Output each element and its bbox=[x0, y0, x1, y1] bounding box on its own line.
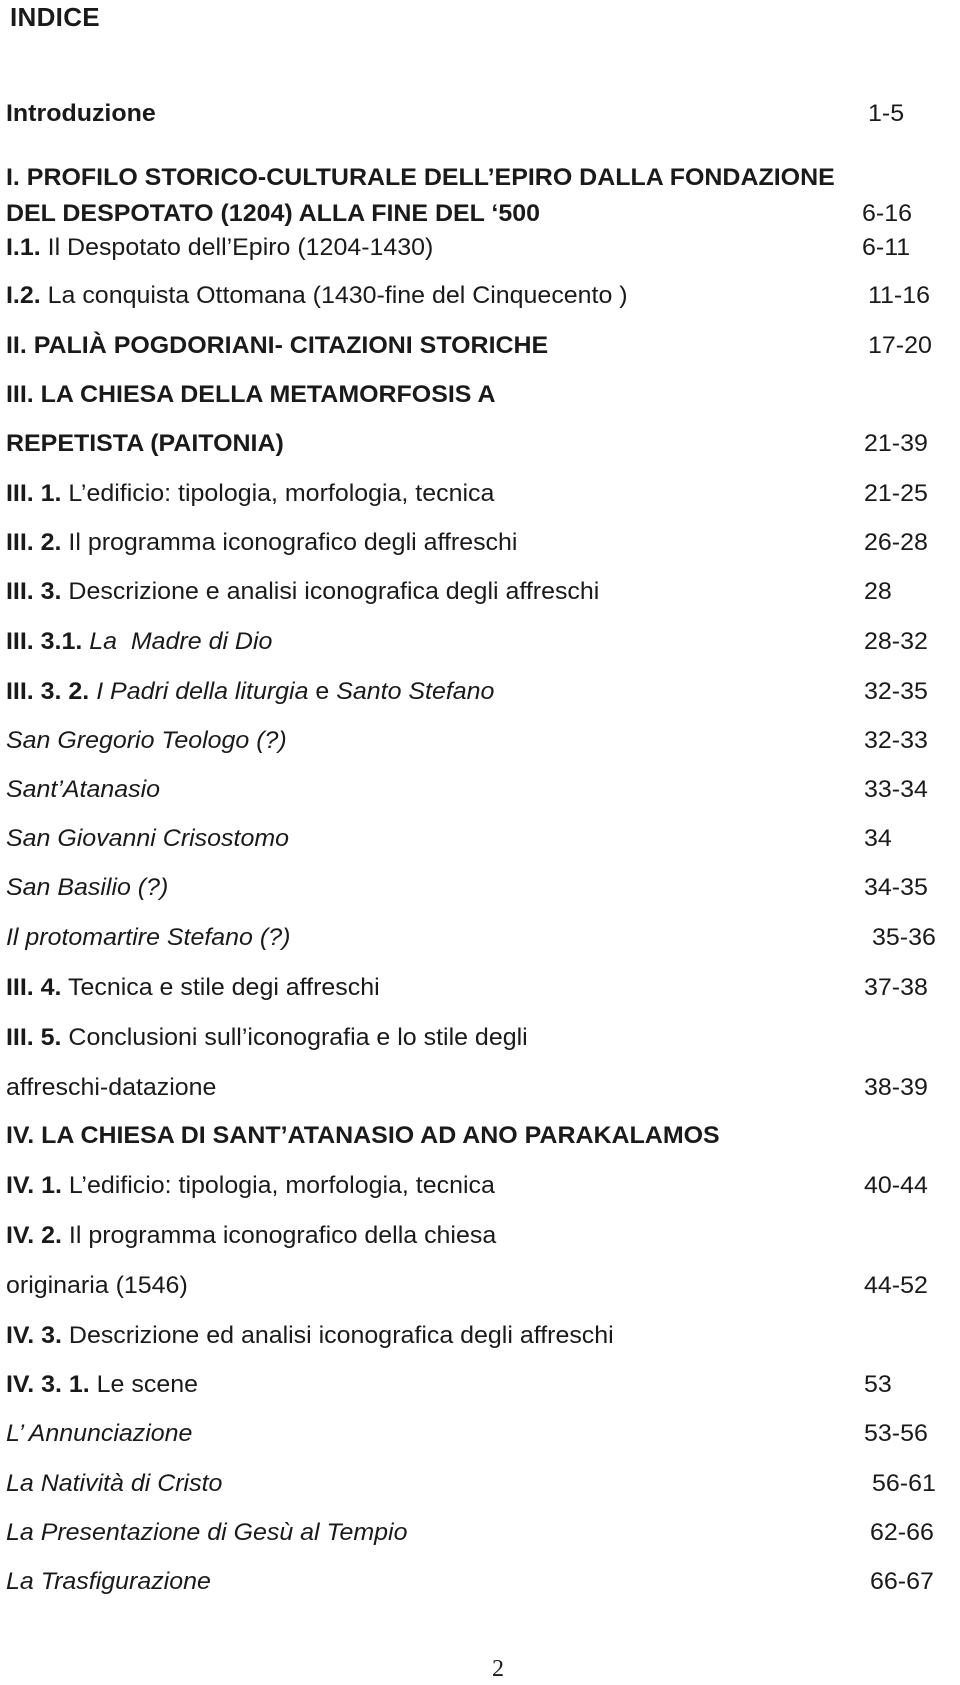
toc-entry bbox=[6, 972, 380, 1004]
toc-entry-pages: 34 bbox=[864, 825, 892, 852]
toc-entry-text: Sant’Atanasio bbox=[6, 776, 161, 803]
toc-entry-text: Il programma iconografico degli affreschi bbox=[68, 529, 518, 556]
page-number: 2 bbox=[492, 1656, 504, 1682]
toc-entry-text: L’ Annunciazione bbox=[6, 1420, 193, 1447]
toc-entry-pages: 37-38 bbox=[864, 974, 928, 1001]
toc-entry-number: IV. 3. 1. bbox=[6, 1371, 90, 1398]
toc-entry-text: San Gregorio Teologo (?) bbox=[6, 727, 287, 754]
toc-entry-pages: 35-36 bbox=[872, 924, 936, 951]
toc-entry bbox=[6, 1517, 407, 1549]
toc-entry bbox=[6, 725, 287, 757]
toc-entry bbox=[6, 1369, 198, 1401]
toc-entry-text: I. PROFILO STORICO-CULTURALE DELL’EPIRO DALLA FONDAZIONE bbox=[6, 164, 835, 191]
toc-entry-pages: 62-66 bbox=[870, 1519, 934, 1546]
toc-entry-pages: 32-33 bbox=[864, 727, 928, 754]
toc-entry-text: La conquista Ottomana (1430-fine del Cinquecento ) bbox=[47, 282, 628, 309]
toc-entry-text: La Trasfigurazione bbox=[6, 1568, 211, 1595]
toc-entry-pages: 28 bbox=[864, 578, 892, 605]
toc-entry bbox=[6, 576, 599, 608]
toc-chapter-heading bbox=[6, 379, 495, 411]
toc-chapter-heading bbox=[6, 330, 548, 362]
toc-entry bbox=[6, 1072, 216, 1104]
toc-entry-text: REPETISTA (PAITONIA) bbox=[6, 430, 284, 457]
toc-entry-text: Conclusioni sull’iconografia e lo stile degli bbox=[68, 1024, 528, 1051]
toc-entry-text: La Madre di Dio bbox=[89, 628, 273, 655]
toc-entry-pages: 28-32 bbox=[864, 628, 928, 655]
toc-entry-pages: 6-11 bbox=[862, 234, 911, 261]
toc-entry-number: III. 3. bbox=[6, 578, 62, 605]
toc-entry bbox=[6, 823, 289, 855]
toc-entry-text: Il Despotato dell’Epiro (1204-1430) bbox=[47, 234, 434, 261]
toc-entry-number: III. 2. bbox=[6, 529, 62, 556]
toc-entry bbox=[6, 1418, 192, 1450]
toc-entry-pages: 53 bbox=[864, 1371, 892, 1398]
toc-entry-pages: 17-20 bbox=[868, 332, 932, 359]
toc-entry bbox=[6, 527, 517, 559]
toc-entry-text: DEL DESPOTATO (1204) ALLA FINE DEL ‘500 bbox=[6, 200, 540, 227]
toc-entry-text: La Natività di Cristo bbox=[6, 1470, 223, 1497]
toc-entry-text: III. LA CHIESA DELLA METAMORFOSIS A bbox=[6, 381, 496, 408]
toc-entry-number: I.2. bbox=[6, 282, 41, 309]
toc-entry-text: Le scene bbox=[96, 1371, 198, 1398]
toc-entry bbox=[6, 1320, 614, 1352]
toc-entry-pages: 44-52 bbox=[864, 1272, 928, 1299]
toc-entry-pages: 1-5 bbox=[868, 100, 905, 127]
toc-chapter-heading bbox=[6, 198, 540, 230]
toc-entry bbox=[6, 1170, 495, 1202]
toc-entry bbox=[6, 922, 290, 954]
toc-entry-number: III. 4. bbox=[6, 974, 62, 1001]
toc-entry-pages: 6-16 bbox=[862, 200, 912, 227]
toc-entry-pages: 26-28 bbox=[864, 529, 928, 556]
toc-entry-text: San Basilio (?) bbox=[6, 874, 169, 901]
toc-entry bbox=[6, 1220, 496, 1252]
toc-entry bbox=[6, 232, 433, 264]
toc-entry bbox=[6, 1022, 528, 1054]
toc-entry-text: L’edificio: tipologia, morfologia, tecnica bbox=[68, 1172, 495, 1199]
toc-entry-number: III. 5. bbox=[6, 1024, 62, 1051]
toc-entry-number: III. 3. 2. bbox=[6, 678, 90, 705]
toc-entry bbox=[6, 774, 160, 806]
toc-entry bbox=[6, 280, 628, 312]
toc-entry-conjunction: e bbox=[315, 678, 330, 705]
toc-entry-text: Il programma iconografico della chiesa bbox=[68, 1222, 497, 1249]
toc-entry-text: Il protomartire Stefano (?) bbox=[6, 924, 291, 951]
toc-entry-pages: 40-44 bbox=[864, 1172, 928, 1199]
toc-entry-text-tail: Santo Stefano bbox=[336, 678, 495, 705]
toc-entry-pages: 66-67 bbox=[870, 1568, 934, 1595]
toc-entry-text: I Padri della liturgia bbox=[96, 678, 309, 705]
toc-chapter-heading bbox=[6, 162, 835, 194]
toc-entry-pages: 21-39 bbox=[864, 430, 928, 457]
toc-entry-text: originaria (1546) bbox=[6, 1272, 188, 1299]
toc-entry-text: Introduzione bbox=[6, 100, 156, 127]
toc-entry-pages: 53-56 bbox=[864, 1420, 928, 1447]
toc-entry-text: affreschi-datazione bbox=[6, 1074, 217, 1101]
toc-entry-text: San Giovanni Crisostomo bbox=[6, 825, 290, 852]
toc-entry-text: Descrizione ed analisi iconografica degli affreschi bbox=[68, 1322, 614, 1349]
toc-entry bbox=[6, 1270, 188, 1302]
toc-chapter-heading bbox=[6, 428, 284, 460]
toc-chapter-heading bbox=[6, 1120, 720, 1152]
toc-entry-number: III. 1. bbox=[6, 480, 62, 507]
toc-entry-text: L’edificio: tipologia, morfologia, tecnica bbox=[68, 480, 495, 507]
toc-entry-pages: 38-39 bbox=[864, 1074, 928, 1101]
toc-entry-pages: 33-34 bbox=[864, 776, 928, 803]
toc-entry-pages: 32-35 bbox=[864, 678, 928, 705]
toc-entry bbox=[6, 478, 494, 510]
toc-entry-pages: 11-16 bbox=[868, 282, 930, 309]
toc-entry-pages: 56-61 bbox=[872, 1470, 936, 1497]
toc-entry bbox=[6, 626, 272, 658]
toc-entry-number: IV. 1. bbox=[6, 1172, 62, 1199]
toc-entry-number: IV. 2. bbox=[6, 1222, 62, 1249]
toc-entry-text: Tecnica e stile degi affreschi bbox=[67, 974, 380, 1001]
toc-entry-pages: 21-25 bbox=[864, 480, 928, 507]
toc-entry bbox=[6, 676, 494, 708]
toc-entry bbox=[6, 872, 168, 904]
toc-entry-text: Descrizione e analisi iconografica degli affreschi bbox=[68, 578, 600, 605]
toc-entry-text: II. PALIÀ POGDORIANI- CITAZIONI STORICHE bbox=[6, 332, 549, 359]
toc-entry-number: IV. 3. bbox=[6, 1322, 62, 1349]
toc-entry bbox=[6, 1468, 222, 1500]
toc-entry-number: III. 3.1. bbox=[6, 628, 83, 655]
toc-entry bbox=[6, 1566, 211, 1598]
toc-entry-pages: 34-35 bbox=[864, 874, 928, 901]
toc-entry bbox=[6, 98, 156, 130]
toc-entry-text: La Presentazione di Gesù al Tempio bbox=[6, 1519, 408, 1546]
page-title: INDICE bbox=[10, 2, 100, 32]
toc-entry-text: IV. LA CHIESA DI SANT’ATANASIO AD ANO PARAKALAMOS bbox=[6, 1122, 720, 1149]
toc-entry-number: I.1. bbox=[6, 234, 41, 261]
